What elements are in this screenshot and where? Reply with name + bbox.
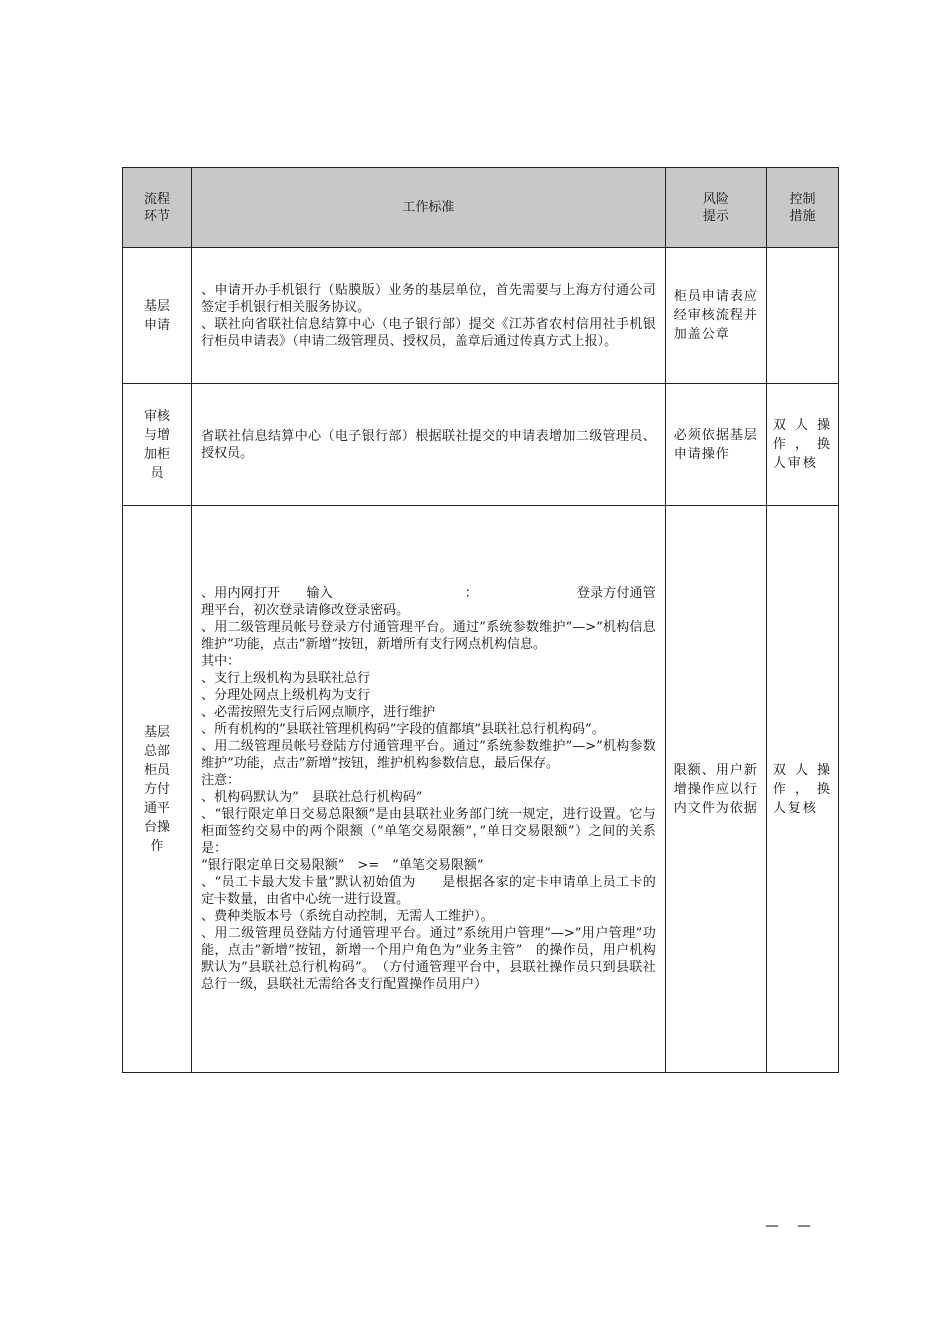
table-header-row: [123, 168, 839, 248]
risk-cell: 柜员申请表应经审核流程并加盖公章: [665, 248, 766, 384]
standard-cell: 、申请开办手机银行（贴膜版）业务的基层单位，首先需要与上海方付通公司签定手机银行相关服务协议。 、联社向省联社信息结算中心（电子银行部）提交《江苏省农村信用社手机银行柜员申请表》（申请二级管理员、授权员，盖章后通过传真方式上报）。: [192, 248, 666, 384]
header-control: 控制 措施: [766, 168, 838, 248]
table-row: [123, 248, 839, 384]
risk-cell: 限额、用户新增操作应以行内文件为依据: [665, 506, 766, 1073]
table-row: [123, 384, 839, 506]
process-standard-table: [122, 167, 839, 1073]
header-risk: 风险 提示: [665, 168, 766, 248]
control-cell: [766, 248, 838, 384]
stage-cell: 审核 与增 加柜 员: [123, 384, 192, 506]
standard-cell: 省联社信息结算中心（电子银行部）根据联社提交的申请表增加二级管理员、授权员。: [192, 384, 666, 506]
stage-cell: 基层 总部 柜员 方付 通平 台操 作: [123, 506, 192, 1073]
header-stage: 流程 环节: [123, 168, 192, 248]
risk-cell: 必须依据基层申请操作: [665, 384, 766, 506]
standard-cell: 、用内网打开 输入 ： 登录方付通管理平台，初次登录请修改登录密码。 、用二级管理员帐号登录方付通管理平台。通过”系统参数维护”—>”机构信息维护”功能，点击”新增”按钮，新增所有支行网点机构信息。 其中： 、支行上级机构为县联社总行 、分理处网点上级机构为支行 、必需按照先支行后网点顺序，进行维护 、所有机构的”县联社管理机构码”字段的值都填”县联社总行机构码”。 、用二级管理员帐号登陆方付通管理平台。通过”系统参数维护”—>”机构参数维护”功能，点击”新增”按钮，维护机构参数信息，最后保存。 注意： 、机构码默认为” 县联社总行机构码” 、“银行限定单日交易总限额”是由县联社业务部门统一规定，进行设置。它与柜面签约交易中的两个限额（”单笔交易限额”，”单日交易限额”）之间的关系是： “银行限定单日交易限额” >= ”单笔交易限额” 、“员工卡最大发卡量”默认初始值为 是根据各家的定卡申请单上员工卡的定卡数量，由省中心统一进行设置。 、费种类版本号（系统自动控制，无需人工维护）。 、用二级管理员登陆方付通管理平台。通过”系统用户管理”—>”用户管理”功能，点击”新增”按钮，新增一个用户角色为”业务主管” 的操作员，用户机构默认为”县联社总行机构码”。 （方付通管理平台中，县联社操作员只到县联社总行一级，县联社无需给各支行配置操作员用户）: [192, 506, 666, 1073]
stage-cell: 基层 申请: [123, 248, 192, 384]
header-standard: 工作标准: [192, 168, 666, 248]
control-cell: 双人操作，换人审核: [766, 384, 838, 506]
control-cell: 双人操作，换人复核: [766, 506, 838, 1073]
page-number: — —: [765, 1218, 813, 1234]
table-row: [123, 506, 839, 1073]
